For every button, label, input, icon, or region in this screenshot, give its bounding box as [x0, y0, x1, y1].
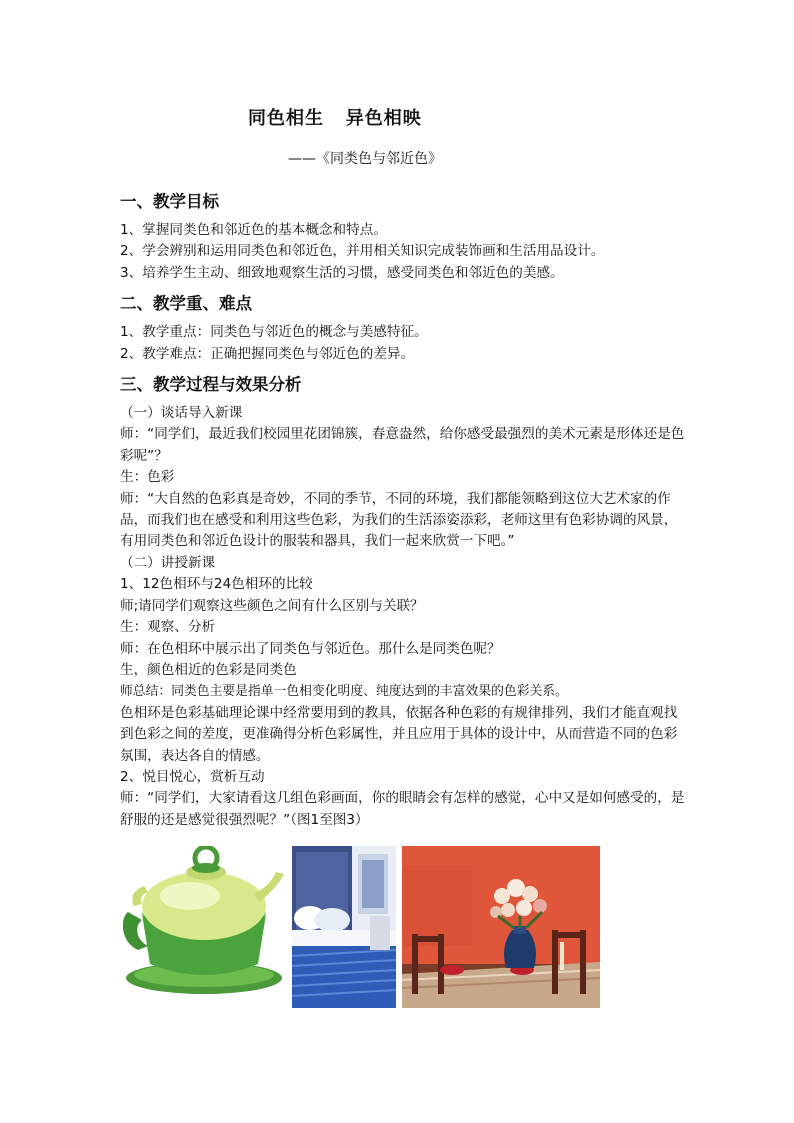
process-line: 师;请同学们观察这些颜色之间有什么区别与关联？: [120, 597, 424, 614]
objective-item: 2、学会辨别和运用同类色和邻近色，并用相关知识完成装饰画和生活用品设计。: [120, 243, 605, 260]
keypoint-item: 2、教学难点：正确把握同类色与邻近色的差异。: [120, 345, 415, 362]
process-line: 师：“大自然的色彩真是奇妙，不同的季节，不同的环境，我们都能领略到这位大艺术家的作品，而我们也在感受和利用这些色彩，为我们的生活添姿添彩，老师这里有色彩协调的风景，有用同类色和邻近色设计的服装和器具，我们一起来欣赏一下吧。”: [120, 490, 678, 550]
process-line: 生，颜色相近的色彩是同类色: [120, 661, 297, 678]
process-line: 师：在色相环中展示出了同类色与邻近色。那什么是同类色呢？: [120, 640, 501, 657]
keypoint-item: 1、教学重点：同类色与邻近色的概念与美感特征。: [120, 324, 428, 341]
red-room-image: [402, 846, 600, 1008]
process-line: 色相环是色彩基础理论课中经常要用到的教具，依据各种色彩的有规律排列，我们才能直观找到色彩之间的差度，更准确得分析色彩属性，并且应用于具体的设计中，从而营造不同的色彩氛围，表达各自的情感。: [120, 704, 678, 764]
document-body: [120, 186, 690, 831]
process-line: （二）讲授新课: [120, 554, 216, 571]
process-line: 生：色彩: [120, 469, 175, 486]
objective-item: 1、掌握同类色和邻近色的基本概念和特点。: [120, 222, 387, 238]
figure-row: [120, 846, 600, 1008]
page-title: 同色相生 异色相映: [248, 108, 422, 129]
section-heading-keypoints: 二、教学重、难点: [120, 294, 252, 314]
process-line: （一）谈话导入新课: [120, 405, 243, 422]
process-line: 1、12色相环与24色相环的比较: [120, 576, 313, 593]
process-line: 师：“同学们，大家请看这几组色彩画面，你的眼睛会有怎样的感觉，心中又是如何感受的，是舒服的还是感觉很强烈呢？”（图1至图3）: [120, 790, 685, 828]
process-line: 师总结：同类色主要是指单一色相变化明度、纯度达到的丰富效果的色彩关系。: [120, 684, 568, 700]
process-line: 生：观察、分析: [120, 619, 216, 636]
objective-item: 3、培养学生主动、细致地观察生活的习惯，感受同类色和邻近色的美感。: [120, 264, 564, 281]
blue-room-image: [292, 846, 396, 1008]
section-heading-objectives: 一、教学目标: [120, 192, 219, 211]
teapot-image: [120, 846, 285, 1008]
process-line: 师：“同学们，最近我们校园里花团锦簇，春意盎然，给你感受最强烈的美术元素是形体还是色彩呢”？: [120, 426, 685, 464]
page-subtitle: ——《同类色与邻近色》: [288, 151, 442, 167]
process-line: 2、悦目悦心，赏析互动: [120, 768, 265, 785]
section-heading-process: 三、教学过程与效果分析: [120, 375, 302, 395]
